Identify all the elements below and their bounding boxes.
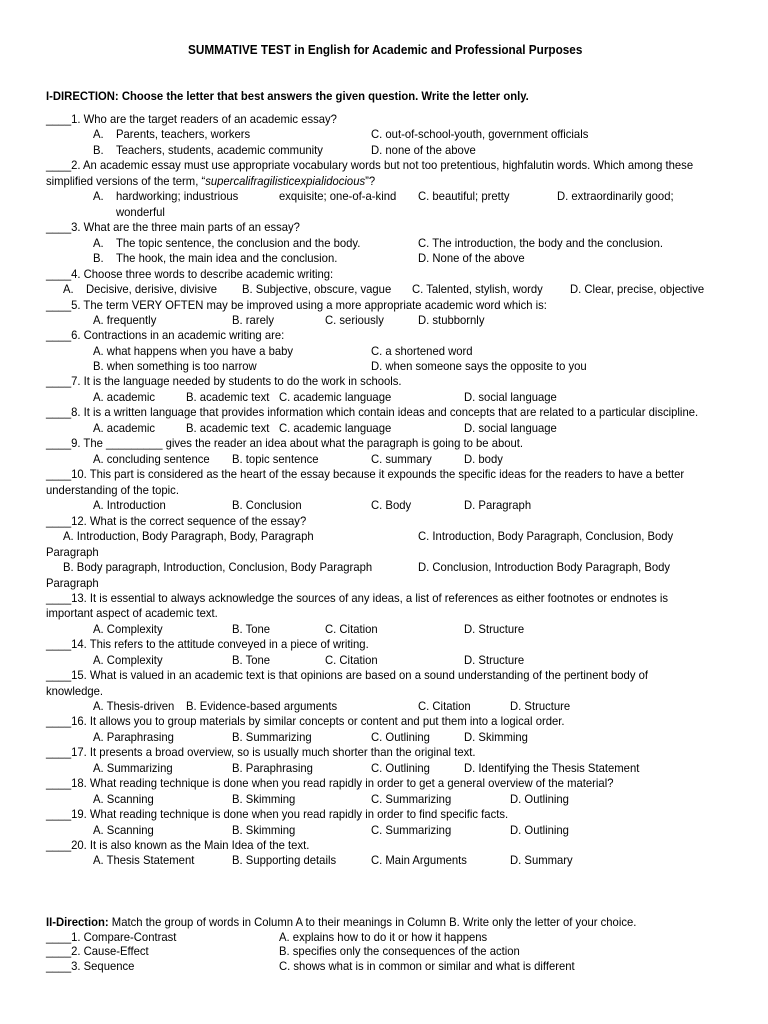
q18-option-d: D. Outlining [510, 792, 569, 806]
q20-option-b: B. Supporting details [232, 853, 337, 867]
q2-option-a-letter: A. [93, 189, 104, 203]
q7-option-b: B. academic text [186, 390, 270, 404]
q8-option-c: C. academic language [279, 421, 392, 435]
question-14-stem: ____14. This refers to the attitude conveyed in a piece of writing. [46, 637, 369, 651]
q12-option-wrap-2: Paragraph [46, 576, 99, 590]
q2-option-c: C. beautiful; pretty [418, 189, 510, 203]
column-a-item: ____3. Sequence [46, 959, 135, 973]
q2-option-d-cont: wonderful [116, 205, 165, 219]
q2-option-d: D. extraordinarily good; [557, 189, 674, 203]
question-7-stem: ____7. It is the language needed by students to do the work in schools. [46, 374, 402, 388]
q4-option-c: C. Talented, stylish, wordy [412, 282, 543, 296]
q16-option-a: A. Paraphrasing [93, 730, 174, 744]
part1-direction: I-DIRECTION: Choose the letter that best answers the given question. Write the letter only. [46, 89, 529, 103]
q7-option-d: D. social language [464, 390, 557, 404]
q18-option-b: B. Skimming [232, 792, 296, 806]
q14-option-d: D. Structure [464, 653, 525, 667]
question-13-stem: ____13. It is essential to always acknowledge the sources of any ideas, a list of references as either footnotes or endnotes is [46, 591, 669, 605]
q1-option-b-letter: B. [93, 143, 104, 157]
column-b-item: A. explains how to do it or how it happens [279, 930, 488, 944]
q17-option-b: B. Paraphrasing [232, 761, 313, 775]
q12-option-c: C. Introduction, Body Paragraph, Conclusion, Body [418, 529, 674, 543]
q9-option-a: A. concluding sentence [93, 452, 210, 466]
question-4-stem: ____4. Choose three words to describe academic writing: [46, 267, 334, 281]
q18-option-a: A. Scanning [93, 792, 154, 806]
question-1-stem: ____1. Who are the target readers of an academic essay? [46, 112, 337, 126]
question-6-stem: ____6. Contractions in an academic writing are: [46, 328, 285, 342]
q12-option-b: B. Body paragraph, Introduction, Conclusion, Body Paragraph [63, 560, 373, 574]
q16-option-d: D. Skimming [464, 730, 528, 744]
question-10-stem-cont: understanding of the topic. [46, 483, 179, 497]
q1-option-a: Parents, teachers, workers [116, 127, 251, 141]
q6-option-c: C. a shortened word [371, 344, 473, 358]
q17-option-c: C. Outlining [371, 761, 430, 775]
q9-option-b: B. topic sentence [232, 452, 319, 466]
q4-option-b: B. Subjective, obscure, vague [242, 282, 392, 296]
q20-option-c: C. Main Arguments [371, 853, 467, 867]
q13-option-b: B. Tone [232, 622, 271, 636]
q19-option-b: B. Skimming [232, 823, 296, 837]
q10-option-d: D. Paragraph [464, 498, 532, 512]
q15-option-d: D. Structure [510, 699, 571, 713]
q3-option-c: C. The introduction, the body and the conclusion. [418, 236, 663, 250]
q2-option-a: hardworking; industrious [116, 189, 239, 203]
q1-option-b: Teachers, students, academic community [116, 143, 323, 157]
q8-option-d: D. social language [464, 421, 557, 435]
q3-option-b-letter: B. [93, 251, 104, 265]
q3-option-a: The topic sentence, the conclusion and the body. [116, 236, 361, 250]
q15-option-b: B. Evidence-based arguments [186, 699, 338, 713]
question-10-stem: ____10. This part is considered as the heart of the essay because it expounds the specific ideas for the readers to have a better [46, 467, 685, 481]
question-5-stem: ____5. The term VERY OFTEN may be improved using a more appropriate academic word which is: [46, 298, 547, 312]
column-a-item: ____2. Cause-Effect [46, 944, 149, 958]
question-16-stem: ____16. It allows you to group materials by similar concepts or content and put them into a logical order. [46, 714, 565, 728]
q13-option-c: C. Citation [325, 622, 378, 636]
question-2-stem-cont: simplified versions of the term, “supercalifragilisticexpialidocious”? [46, 174, 376, 188]
q19-option-c: C. Summarizing [371, 823, 452, 837]
q15-option-a: A. Thesis-driven [93, 699, 175, 713]
question-15-stem: ____15. What is valued in an academic text is that opinions are based on a sound understanding of the pertinent body of [46, 668, 649, 682]
q17-option-a: A. Summarizing [93, 761, 173, 775]
q9-option-c: C. summary [371, 452, 432, 466]
part2-direction [46, 915, 636, 930]
q19-option-d: D. Outlining [510, 823, 569, 837]
q10-option-a: A. Introduction [93, 498, 166, 512]
q9-option-d: D. body [464, 452, 503, 466]
q19-option-a: A. Scanning [93, 823, 154, 837]
column-b-item: C. shows what is in common or similar and what is different [279, 959, 575, 973]
question-18-stem: ____18. What reading technique is done when you read rapidly in order to get a general overview of the material? [46, 776, 614, 790]
q7-option-c: C. academic language [279, 390, 392, 404]
q20-option-d: D. Summary [510, 853, 573, 867]
q3-option-a-letter: A. [93, 236, 104, 250]
q4-option-d: D. Clear, precise, objective [570, 282, 705, 296]
question-12-stem: ____12. What is the correct sequence of the essay? [46, 514, 307, 528]
q12-option-a: A. Introduction, Body Paragraph, Body, Paragraph [63, 529, 314, 543]
question-2-stem: ____2. An academic essay must use appropriate vocabulary words but not too pretentious, highfalutin words. Which among these [46, 158, 694, 172]
q18-option-c: C. Summarizing [371, 792, 452, 806]
part2-direction-label: II-Direction: [46, 915, 109, 929]
q17-option-d: D. Identifying the Thesis Statement [464, 761, 640, 775]
q16-option-c: C. Outlining [371, 730, 430, 744]
q14-option-b: B. Tone [232, 653, 271, 667]
q16-option-b: B. Summarizing [232, 730, 312, 744]
q3-option-b: The hook, the main idea and the conclusion. [116, 251, 338, 265]
q1-option-a-letter: A. [93, 127, 104, 141]
q15-option-c: C. Citation [418, 699, 471, 713]
q1-option-d: D. none of the above [371, 143, 476, 157]
page-title: SUMMATIVE TEST in English for Academic and Professional Purposes [188, 43, 583, 57]
q6-option-a: A. what happens when you have a baby [93, 344, 294, 358]
q1-option-c: C. out-of-school-youth, government officials [371, 127, 589, 141]
q4-option-a-letter: A. [63, 282, 74, 296]
q7-option-a: A. academic [93, 390, 156, 404]
q13-option-a: A. Complexity [93, 622, 163, 636]
q4-option-a: Decisive, derisive, divisive [86, 282, 218, 296]
q8-option-b: B. academic text [186, 421, 270, 435]
q20-option-a: A. Thesis Statement [93, 853, 195, 867]
q3-option-d: D. None of the above [418, 251, 525, 265]
question-3-stem: ____3. What are the three main parts of an essay? [46, 220, 300, 234]
part2-direction-text: Match the group of words in Column A to their meanings in Column B. Write only the letter of your choice. [108, 915, 637, 929]
question-8-stem: ____8. It is a written language that provides information which contain ideas and concepts that are related to a particular discipline. [46, 405, 699, 419]
q2-option-b: exquisite; one-of-a-kind [279, 189, 397, 203]
q13-option-d: D. Structure [464, 622, 525, 636]
question-17-stem: ____17. It presents a broad overview, so is usually much shorter than the original text. [46, 745, 476, 759]
question-13-stem-cont: important aspect of academic text. [46, 606, 218, 620]
q6-option-d: D. when someone says the opposite to you [371, 359, 587, 373]
q12-option-d: D. Conclusion, Introduction Body Paragraph, Body [418, 560, 671, 574]
q6-option-b: B. when something is too narrow [93, 359, 257, 373]
q10-option-c: C. Body [371, 498, 412, 512]
q5-option-b: B. rarely [232, 313, 275, 327]
q14-option-c: C. Citation [325, 653, 378, 667]
question-20-stem: ____20. It is also known as the Main Idea of the text. [46, 838, 310, 852]
q14-option-a: A. Complexity [93, 653, 163, 667]
column-a-item: ____1. Compare-Contrast [46, 930, 177, 944]
column-b-item: B. specifies only the consequences of the action [279, 944, 520, 958]
q10-option-b: B. Conclusion [232, 498, 302, 512]
q12-option-wrap-1: Paragraph [46, 545, 99, 559]
question-9-stem: ____9. The _________ gives the reader an idea about what the paragraph is going to be about. [46, 436, 524, 450]
q5-option-c: C. seriously [325, 313, 384, 327]
q5-option-a: A. frequently [93, 313, 157, 327]
q2-term: supercalifragilisticexpialidocious [205, 174, 366, 188]
question-15-stem-cont: knowledge. [46, 684, 104, 698]
question-19-stem: ____19. What reading technique is done when you read rapidly in order to find specific facts. [46, 807, 509, 821]
q8-option-a: A. academic [93, 421, 156, 435]
q5-option-d: D. stubbornly [418, 313, 485, 327]
